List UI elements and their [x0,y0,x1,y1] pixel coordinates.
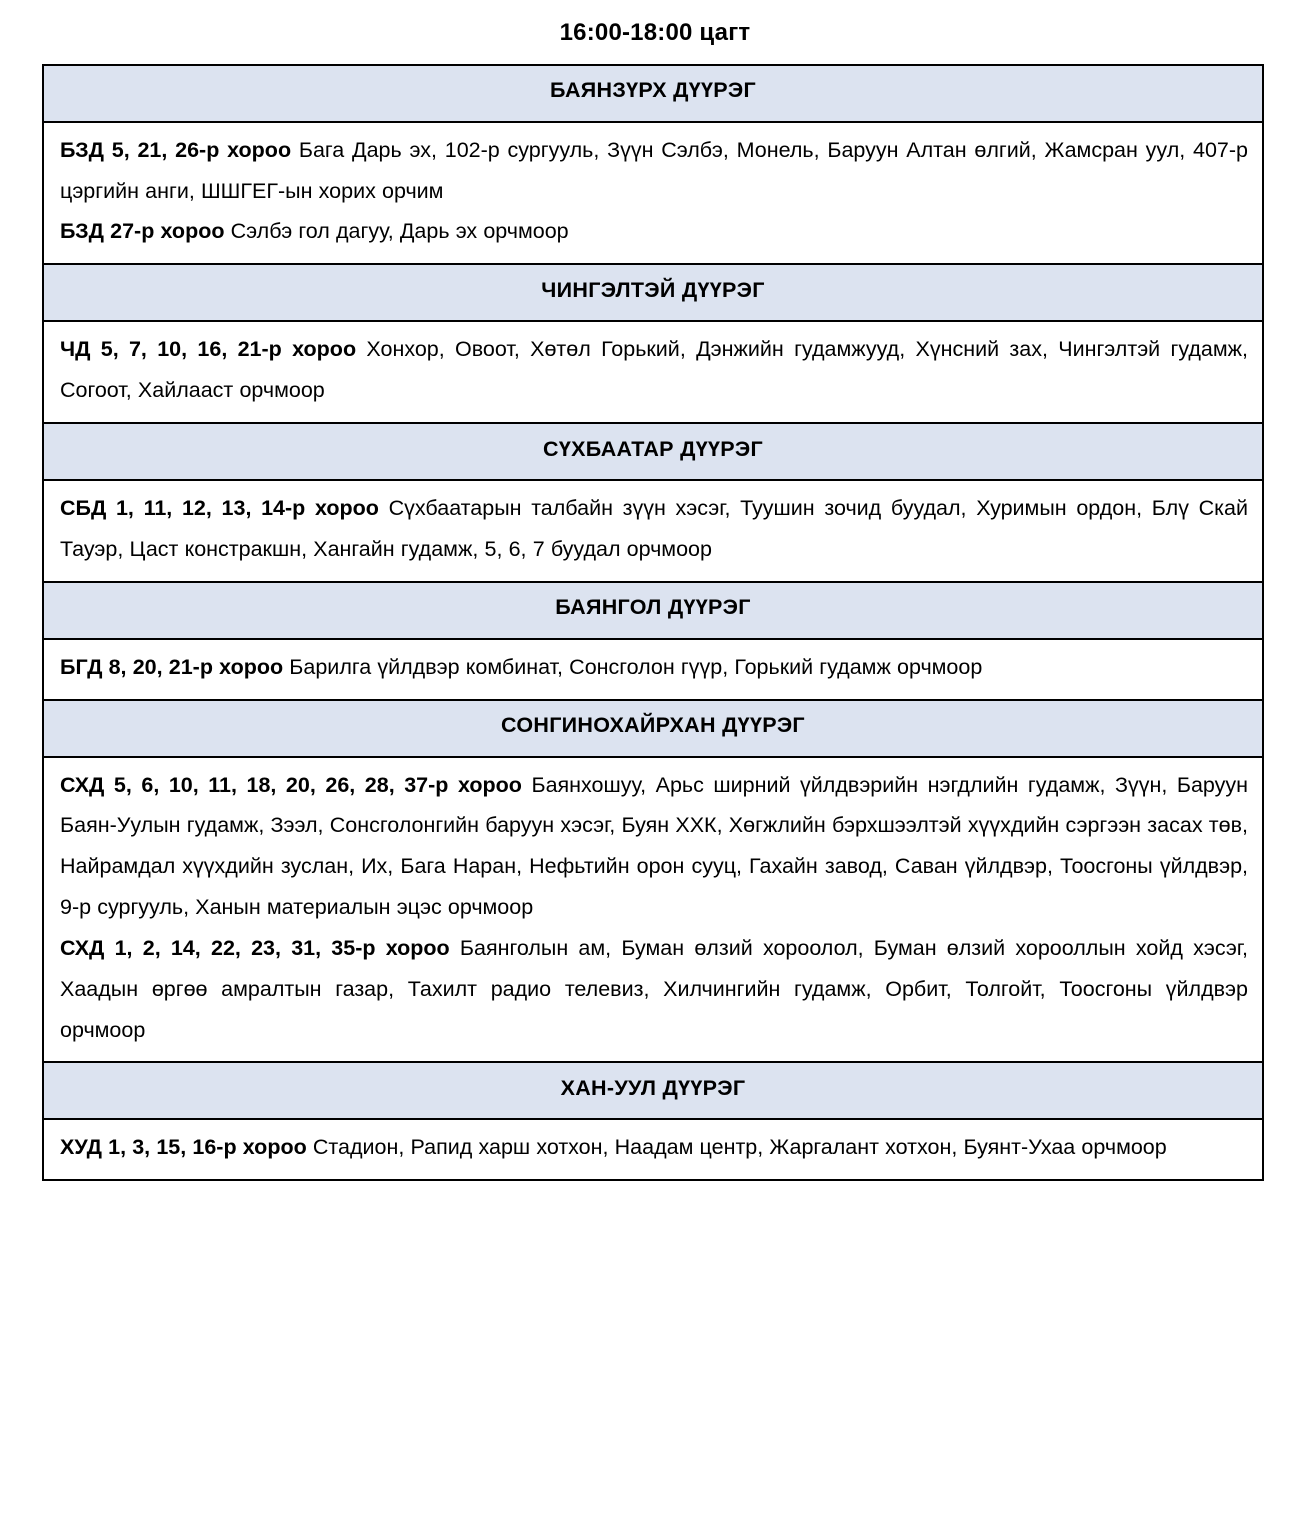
area-entry [60,647,1248,688]
district-body-row [43,321,1263,423]
schedule-table-body [43,65,1263,1181]
area-description: Сүхбаатарын талбайн зүүн хэсэг, Туушин зочид буудал, Хуримын ордон, Блү Скай Тауэр, Цаст констракшн, Хангайн гудамж, 5, 6, 7 буудал орчмоор [60,496,1248,561]
khoroo-label: БЗД 5, 21, 26-р хороо [60,137,299,162]
district-area-list [43,122,1263,265]
area-description: Барилга үйлдвэр комбинат, Сонсголон гүүр, Горький гудамж орчмоор [289,654,983,679]
area-entry [60,1127,1248,1168]
khoroo-label: СХД 5, 6, 10, 11, 18, 20, 26, 28, 37-р хороо [60,772,532,797]
district-body-row [43,639,1263,700]
khoroo-label: ХУД 1, 3, 15, 16-р хороо [60,1135,313,1160]
district-name: СОНГИНОХАЙРХАН ДҮҮРЭГ [43,700,1263,757]
district-header-row [43,264,1263,321]
khoroo-label: СБД 1, 11, 12, 13, 14-р хороо [60,496,389,521]
district-name: СҮХБААТАР ДҮҮРЭГ [43,423,1263,480]
district-header-row [43,423,1263,480]
district-name: ЧИНГЭЛТЭЙ ДҮҮРЭГ [43,264,1263,321]
district-header-row [43,582,1263,639]
district-name: БАЯНЗҮРХ ДҮҮРЭГ [43,65,1263,122]
area-description: Стадион, Рапид харш хотхон, Наадам центр, Жаргалант хотхон, Буянт-Ухаа орчмоор [312,1135,1167,1160]
district-area-list [43,757,1263,1063]
area-entry [60,488,1248,570]
district-header-row [43,65,1263,122]
district-area-list [43,639,1263,700]
district-body-row [43,1119,1263,1180]
area-description: Баянголын ам, Буман өлзий хороолол, Буман өлзий хорооллын хойд хэсэг, Хаадын өргөө амралтын газар, Тахилт радио телевиз, Хилчингийн гудамж, Орбит, Толгойт, Тоосгоны үйлдвэр орчмоор [60,935,1248,1042]
district-body-row [43,480,1263,582]
area-description: Хонхор, Овоот, Хөтөл Горький, Дэнжийн гудамжууд, Хүнсний зах, Чингэлтэй гудамж, Согоот, Хайлааст орчмоор [60,337,1248,403]
area-description: Баянхошуу, Арьс ширний үйлдвэрийн нэгдлийн гудамж, Зүүн, Баруун Баян-Уулын гудамж, Зээл, Сонсголонгийн баруун хэсэг, Буян ХХК, Хөгжлийн бэрхшээлтэй хүүхдийн сэргээн засах төв, Найрамдал хүүхдийн зуслан, Их, Бага Наран, Нефьтийн орон сууц, Гахайн завод, Саван үйлдвэр, Тоосгоны үйлдвэр, 9-р сургууль, Ханын материалын эцэс орчмоор [60,772,1248,920]
khoroo-label: ЧД 5, 7, 10, 16, 21-р хороо [60,337,367,362]
district-area-list [43,1119,1263,1180]
outage-schedule-table [42,64,1264,1182]
district-body-row [43,122,1263,265]
document-page [0,19,1304,1525]
area-description: Бага Дарь эх, 102-р сургууль, Зүүн Сэлбэ, Монель, Баруун Алтан өлгий, Жамсран уул, 407-р цэргийн анги, ШШГЕГ-ын хорих орчим [60,137,1248,203]
district-name: БАЯНГОЛ ДҮҮРЭГ [43,582,1263,639]
district-header-row [43,700,1263,757]
khoroo-label: БЗД 27-р хороо [60,219,231,244]
area-entry [60,329,1248,411]
area-entry [60,211,1248,252]
district-area-list [43,321,1263,423]
area-description: Сэлбэ гол дагуу, Дарь эх орчмоор [230,219,569,244]
area-entry [60,928,1248,1051]
area-entry [60,130,1248,212]
page-title: 16:00-18:00 цагт [559,19,751,46]
district-body-row [43,757,1263,1063]
area-entry [60,765,1248,928]
district-header-row [43,1062,1263,1119]
district-area-list [43,480,1263,582]
khoroo-label: СХД 1, 2, 14, 22, 23, 31, 35-р хороо [60,935,460,960]
khoroo-label: БГД 8, 20, 21-р хороо [60,654,290,679]
district-name: ХАН-УУЛ ДҮҮРЭГ [43,1062,1263,1119]
